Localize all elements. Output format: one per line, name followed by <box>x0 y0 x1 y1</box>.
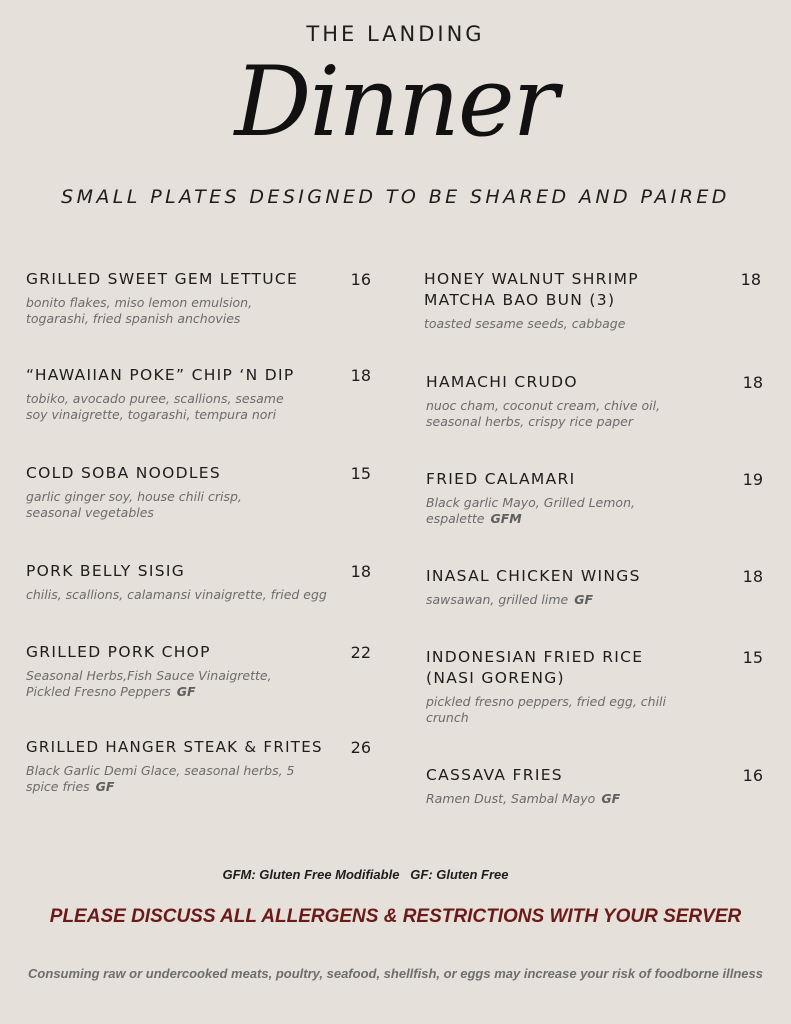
item-description: garlic ginger soy, house chili crisp, seasonal vegetables <box>26 489 242 520</box>
dietary-legend: GFM: Gluten Free Modifiable GF: Gluten Free <box>222 867 509 882</box>
dietary-tag: GF <box>176 684 196 699</box>
item-description: Ramen Dust, Sambal Mayo GF <box>426 791 621 806</box>
item-name: FRIED CALAMARI <box>426 470 576 488</box>
allergen-notice: PLEASE DISCUSS ALL ALLERGENS & RESTRICTIONS WITH YOUR SERVER <box>49 906 742 927</box>
item-price: 18 <box>350 366 371 385</box>
item-price: 18 <box>742 567 763 586</box>
item-price: 19 <box>742 470 763 489</box>
item-price: 16 <box>350 270 371 289</box>
item-name: COLD SOBA NOODLES <box>26 464 222 482</box>
menu-item <box>26 642 371 700</box>
item-name: PORK BELLY SISIG <box>26 562 186 580</box>
item-name: HAMACHI CRUDO <box>426 373 578 391</box>
item-price: 18 <box>740 270 761 289</box>
menu-item <box>26 561 371 603</box>
item-price: 26 <box>350 738 371 757</box>
dietary-tag: GF <box>601 791 621 806</box>
item-description: Black Garlic Demi Glace, seasonal herbs, 5 spice fries GF <box>26 763 295 794</box>
item-price: 22 <box>350 643 371 662</box>
menu-item <box>26 269 371 327</box>
item-description: nuoc cham, coconut cream, chive oil, seasonal herbs, crispy rice paper <box>426 398 661 429</box>
item-name: CASSAVA FRIES <box>426 766 563 784</box>
item-name: INDONESIAN FRIED RICE (NASI GORENG) <box>426 648 644 687</box>
menu-item <box>426 469 763 527</box>
item-description: Seasonal Herbs,Fish Sauce Vinaigrette, Pickled Fresno Peppers GF <box>26 668 272 699</box>
dietary-tag: GF <box>95 779 115 794</box>
item-name: HONEY WALNUT SHRIMP MATCHA BAO BUN (3) <box>424 270 639 309</box>
item-name: GRILLED SWEET GEM LETTUCE <box>26 270 299 288</box>
item-description: tobiko, avocado puree, scallions, sesame soy vinaigrette, togarashi, tempura nori <box>26 391 284 422</box>
item-name: “HAWAIIAN POKE” CHIP ‘N DIP <box>26 366 295 384</box>
menu-item <box>426 647 763 726</box>
dietary-tag: GF <box>574 592 594 607</box>
menu-item <box>424 269 761 332</box>
menu-item <box>26 737 371 795</box>
item-name: INASAL CHICKEN WINGS <box>426 567 641 585</box>
tagline: SMALL PLATES DESIGNED TO BE SHARED AND PAIRED <box>61 186 730 208</box>
item-price: 15 <box>350 464 371 483</box>
item-description: pickled fresno peppers, fried egg, chili crunch <box>426 694 666 725</box>
menu-item <box>26 463 371 521</box>
menu-item <box>426 566 763 608</box>
item-description: toasted sesame seeds, cabbage <box>424 316 626 331</box>
menu-item <box>426 765 763 807</box>
item-description: bonito flakes, miso lemon emulsion, togarashi, fried spanish anchovies <box>26 295 253 326</box>
menu-title: Dinner <box>234 46 557 158</box>
item-name: GRILLED HANGER STEAK & FRITES <box>26 738 323 756</box>
item-description: chilis, scallions, calamansi vinaigrette, fried egg <box>26 587 327 602</box>
item-price: 18 <box>742 373 763 392</box>
food-safety-warning: Consuming raw or undercooked meats, poultry, seafood, shellfish, or eggs may increase your risk of foodborne illness <box>28 966 763 981</box>
dietary-tag: GFM <box>490 511 522 526</box>
item-price: 16 <box>742 766 763 785</box>
item-price: 15 <box>742 648 763 667</box>
menu-item <box>426 372 763 430</box>
item-price: 18 <box>350 562 371 581</box>
item-name: GRILLED PORK CHOP <box>26 643 211 661</box>
restaurant-name: THE LANDING <box>306 22 485 46</box>
menu-item <box>26 365 371 423</box>
item-description: sawsawan, grilled lime GF <box>426 592 594 607</box>
item-description: Black garlic Mayo, Grilled Lemon, espalette GFM <box>426 495 635 526</box>
